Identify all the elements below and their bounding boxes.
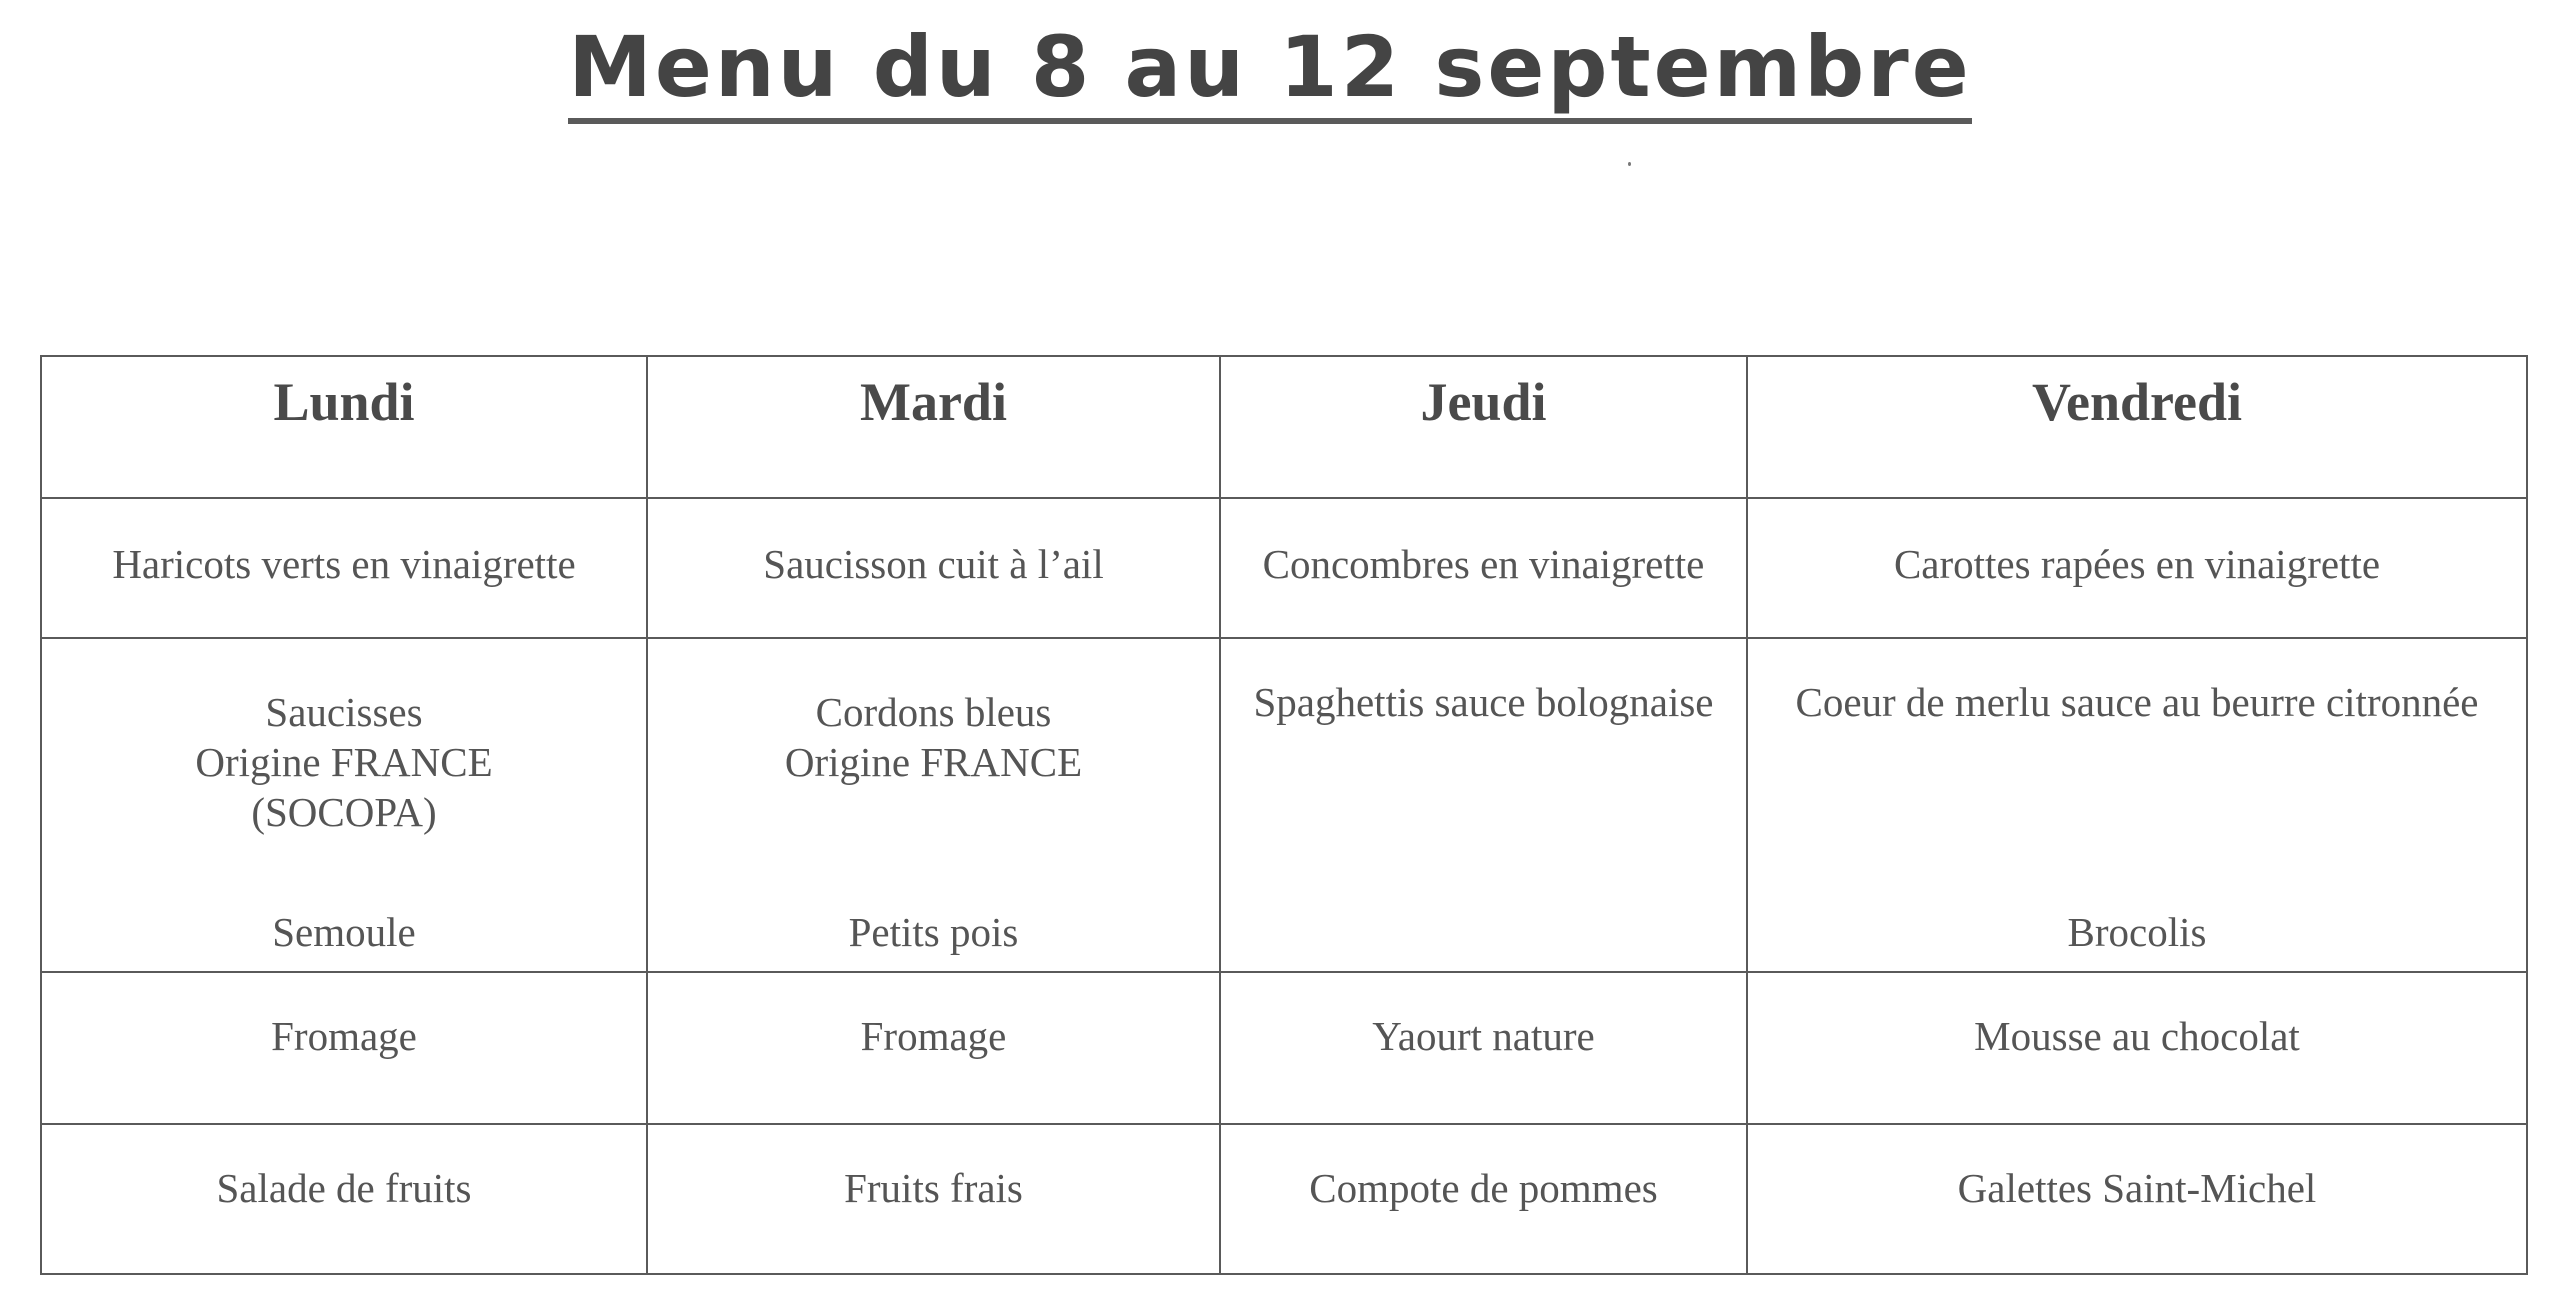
- main-dish: [42, 639, 646, 837]
- main-dish: [648, 639, 1219, 787]
- menu-table: [40, 355, 2528, 1275]
- day-header-row: [41, 356, 2527, 498]
- side-dish: Brocolis: [2067, 908, 2207, 955]
- main-course-row: [41, 638, 2527, 972]
- page-title: [0, 18, 2540, 116]
- main-cell-lundi: [41, 638, 647, 972]
- starter-row: [41, 498, 2527, 638]
- dairy-text: Fromage: [860, 1013, 1007, 1059]
- dairy-row: [41, 972, 2527, 1124]
- starter-cell-vendredi: [1747, 498, 2527, 638]
- main-cell-mardi: [647, 638, 1220, 972]
- day-header-lundi: Lundi: [41, 356, 647, 498]
- main-cell-jeudi: [1220, 638, 1747, 972]
- main-dish-line: Cordons bleus: [815, 689, 1052, 735]
- dessert-cell-lundi: [41, 1124, 647, 1274]
- side-dish: Semoule: [272, 908, 416, 955]
- starter-text: Carottes rapées en vinaigrette: [1893, 541, 2381, 587]
- main-dish-line: Origine FRANCE: [195, 739, 493, 786]
- starter-text: Saucisson cuit à l’ail: [763, 541, 1104, 587]
- dessert-text: Galettes Saint-Michel: [1957, 1165, 2317, 1211]
- dairy-cell-jeudi: [1220, 972, 1747, 1124]
- dairy-cell-vendredi: [1747, 972, 2527, 1124]
- main-dish: [1748, 639, 2526, 727]
- starter-text: Concombres en vinaigrette: [1262, 541, 1705, 587]
- side-dish: Petits pois: [848, 908, 1019, 955]
- dairy-cell-lundi: [41, 972, 647, 1124]
- dairy-text: Mousse au chocolat: [1974, 1013, 2300, 1059]
- main-dish-line: Origine FRANCE: [784, 739, 1083, 786]
- dairy-cell-mardi: [647, 972, 1220, 1124]
- day-header-mardi: Mardi: [647, 356, 1220, 498]
- scan-speck: [1628, 162, 1631, 166]
- dessert-row: [41, 1124, 2527, 1274]
- dessert-cell-vendredi: [1747, 1124, 2527, 1274]
- day-header-jeudi: Jeudi: [1220, 356, 1747, 498]
- day-header-vendredi: Vendredi: [1747, 356, 2527, 498]
- dessert-cell-mardi: [647, 1124, 1220, 1274]
- dessert-text: Salade de fruits: [216, 1165, 472, 1211]
- starter-text: Haricots verts en vinaigrette: [112, 541, 576, 587]
- starter-cell-jeudi: [1220, 498, 1747, 638]
- dairy-text: Yaourt nature: [1372, 1013, 1595, 1059]
- main-cell-vendredi: [1747, 638, 2527, 972]
- starter-cell-lundi: [41, 498, 647, 638]
- main-dish-line: Coeur de merlu sauce au beurre citronnée: [1795, 679, 2479, 725]
- main-dish-line: Saucisses: [265, 689, 423, 735]
- main-dish-line: Spaghettis sauce bolognaise: [1253, 679, 1714, 725]
- dairy-text: Fromage: [271, 1013, 417, 1059]
- dessert-text: Fruits frais: [844, 1165, 1023, 1211]
- main-dish: [1221, 639, 1746, 727]
- page-title-text: Menu du 8 au 12 septembre: [568, 18, 1971, 124]
- dessert-text: Compote de pommes: [1309, 1165, 1658, 1211]
- main-dish-line: (SOCOPA): [251, 789, 437, 836]
- starter-cell-mardi: [647, 498, 1220, 638]
- dessert-cell-jeudi: [1220, 1124, 1747, 1274]
